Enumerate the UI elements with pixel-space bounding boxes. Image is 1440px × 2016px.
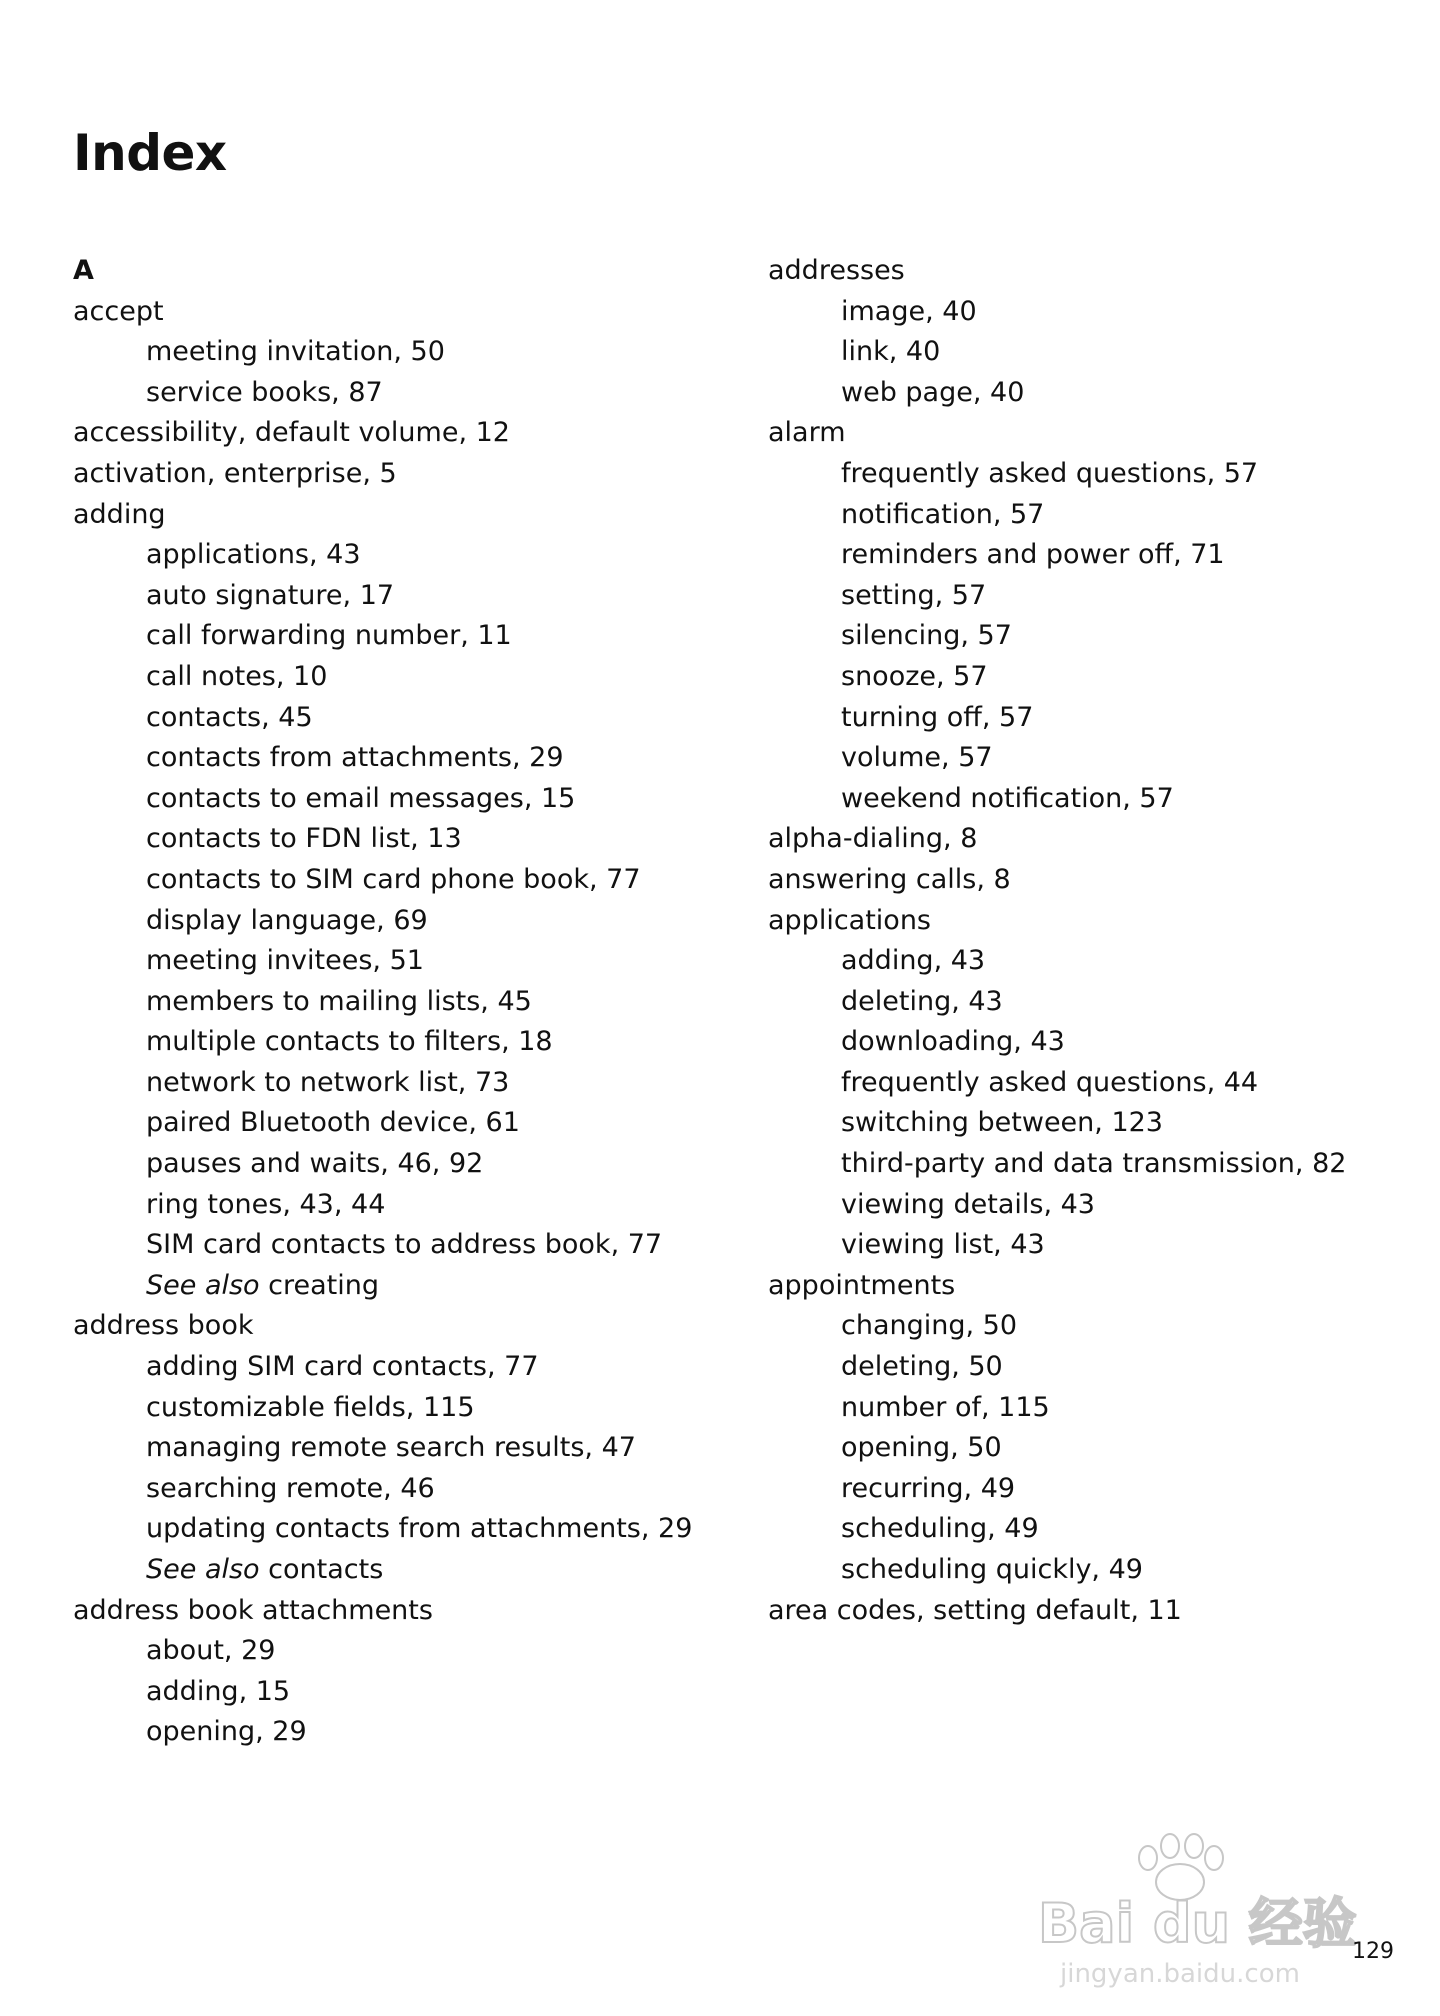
- index-sub-entry: network to network list, 73: [146, 1066, 510, 1098]
- index-sub-entry: turning off, 57: [841, 701, 1034, 733]
- index-sub-entry: number of, 115: [841, 1391, 1050, 1423]
- see-also-target: creating: [259, 1269, 380, 1301]
- baidu-jingyan-watermark: [1030, 1830, 1390, 1990]
- index-sub-entry: pauses and waits, 46, 92: [146, 1148, 484, 1180]
- index-sub-entry: call forwarding number, 11: [146, 620, 512, 652]
- see-also-label: See also: [146, 1554, 260, 1585]
- index-sub-entry: members to mailing lists, 45: [146, 985, 532, 1017]
- watermark-logo-text: Bai du 经验: [1038, 1892, 1357, 1955]
- index-sub-entry: managing remote search results, 47: [146, 1432, 636, 1464]
- index-sub-entry: display language, 69: [146, 904, 428, 936]
- index-main-entry: address book attachments: [73, 1594, 433, 1626]
- index-column-left: [73, 251, 713, 1753]
- index-main-entry: answering calls, 8: [768, 863, 1011, 895]
- index-sub-entry: applications, 43: [146, 539, 361, 571]
- index-sub-entry: SIM card contacts to address book, 77: [146, 1229, 663, 1261]
- index-main-entry: accept: [73, 295, 164, 327]
- index-main-entry: activation, enterprise, 5: [73, 457, 397, 489]
- index-sub-entry: adding SIM card contacts, 77: [146, 1351, 539, 1383]
- index-sub-entry: customizable fields, 115: [146, 1391, 475, 1423]
- index-sub-entry: third-party and data transmission, 82: [841, 1148, 1347, 1180]
- index-sub-entry: adding, 43: [841, 945, 986, 977]
- index-sub-entry: contacts to FDN list, 13: [146, 823, 462, 855]
- index-sub-entry: paired Bluetooth device, 61: [146, 1107, 520, 1139]
- index-sub-entry: setting, 57: [841, 579, 987, 611]
- index-main-entry: adding: [73, 498, 166, 530]
- index-sub-entry: downloading, 43: [841, 1026, 1065, 1058]
- index-sub-entry: updating contacts from attachments, 29: [146, 1513, 693, 1545]
- index-sub-entry: service books, 87: [146, 376, 383, 408]
- index-sub-entry: opening, 50: [841, 1432, 1002, 1464]
- index-sub-entry: viewing details, 43: [841, 1188, 1095, 1220]
- index-see-also-entry: [73, 1266, 713, 1307]
- index-sub-entry: deleting, 50: [841, 1351, 1003, 1383]
- index-sub-entry: silencing, 57: [841, 620, 1012, 652]
- index-main-entry: applications: [768, 904, 932, 936]
- index-sub-entry: opening, 29: [146, 1716, 307, 1748]
- index-main-entry: accessibility, default volume, 12: [73, 417, 510, 449]
- index-sub-entry: frequently asked questions, 57: [841, 457, 1259, 489]
- index-sub-entry: weekend notification, 57: [841, 782, 1174, 814]
- index-sub-entry: switching between, 123: [841, 1107, 1163, 1139]
- index-main-entry: alpha-dialing, 8: [768, 823, 978, 855]
- index-sub-entry: scheduling quickly, 49: [841, 1554, 1143, 1585]
- page-number: 129: [1352, 1939, 1394, 1964]
- index-sub-entry: meeting invitees, 51: [146, 945, 424, 977]
- index-sub-entry: about, 29: [146, 1635, 276, 1667]
- index-sub-entry: snooze, 57: [841, 660, 988, 692]
- index-sub-entry: web page, 40: [841, 376, 1025, 408]
- index-sub-entry: adding, 15: [146, 1675, 291, 1707]
- index-sub-entry: image, 40: [841, 295, 977, 327]
- index-main-entry: addresses: [768, 255, 905, 286]
- see-also-label: See also: [146, 1269, 260, 1301]
- index-sub-entry: searching remote, 46: [146, 1472, 435, 1504]
- index-main-entry: address book: [73, 1310, 254, 1342]
- index-sub-entry: contacts to email messages, 15: [146, 782, 576, 814]
- index-sub-entry: frequently asked questions, 44: [841, 1066, 1259, 1098]
- index-sub-entry: contacts, 45: [146, 701, 313, 733]
- index-main-entry: appointments: [768, 1269, 956, 1301]
- index-sub-entry: scheduling, 49: [841, 1513, 1039, 1545]
- watermark-url: jingyan.baidu.com: [1060, 1959, 1300, 1989]
- index-sub-entry: recurring, 49: [841, 1472, 1016, 1504]
- index-main-entry: alarm: [768, 417, 846, 449]
- index-sub-entry: ring tones, 43, 44: [146, 1188, 386, 1220]
- index-sub-entry: multiple contacts to filters, 18: [146, 1026, 553, 1058]
- see-also-target: contacts: [259, 1554, 384, 1585]
- index-sub-entry: viewing list, 43: [841, 1229, 1045, 1261]
- index-sub-entry: link, 40: [841, 336, 941, 368]
- index-main-entry: area codes, setting default, 11: [768, 1594, 1182, 1626]
- index-sub-entry: contacts from attachments, 29: [146, 742, 564, 774]
- index-sub-entry: changing, 50: [841, 1310, 1018, 1342]
- index-sub-entry: reminders and power off, 71: [841, 539, 1225, 571]
- page-title: Index: [73, 124, 227, 182]
- index-sub-entry: notification, 57: [841, 498, 1045, 530]
- index-sub-entry: auto signature, 17: [146, 579, 395, 611]
- index-letter-heading: A: [73, 255, 94, 286]
- index-see-also-entry: [73, 1550, 713, 1591]
- index-sub-entry: meeting invitation, 50: [146, 336, 445, 368]
- index-column-right: [768, 251, 1408, 1631]
- index-sub-entry: deleting, 43: [841, 985, 1003, 1017]
- index-sub-entry: call notes, 10: [146, 660, 328, 692]
- index-sub-entry: contacts to SIM card phone book, 77: [146, 863, 641, 895]
- index-sub-entry: volume, 57: [841, 742, 993, 774]
